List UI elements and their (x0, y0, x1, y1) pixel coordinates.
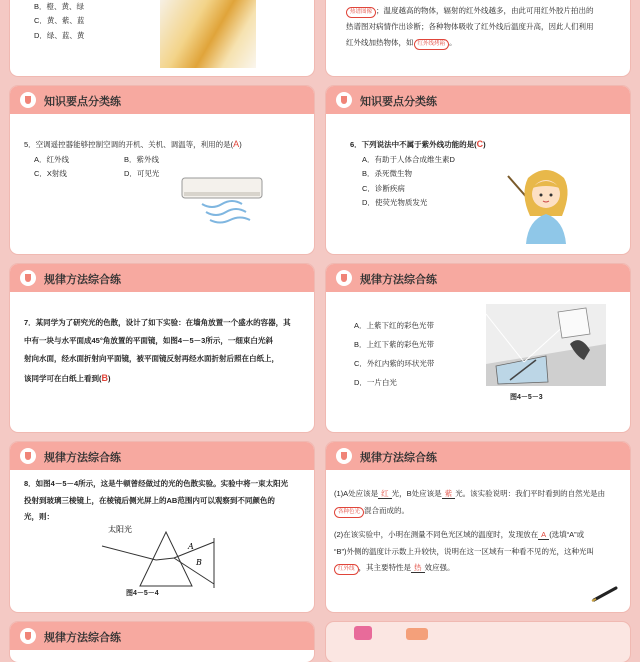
label-b: B (196, 558, 202, 567)
option-c: C．外红内紫的环状光带 (354, 359, 435, 369)
option-c: C．诊断疾病 (362, 183, 405, 193)
option-c: C．X射线 (34, 169, 67, 179)
card-q8-answers (326, 442, 630, 612)
pen-icon (590, 584, 620, 604)
figure-caption: 图4－5－3 (510, 394, 543, 401)
light-photo (160, 0, 256, 68)
question-line: 光，则： (24, 512, 54, 521)
question-line: 投射到玻璃三棱镜上，在棱镜后侧光屏上的AB范围内可以观察到不同颜色的 (24, 495, 275, 505)
section-title: 知识要点分类练 (360, 96, 437, 108)
option-b: B．杀死微生物 (362, 169, 413, 179)
option-b: B．紫外线 (124, 155, 160, 165)
answer-tag-oven: 红外线烤箱 (414, 39, 450, 50)
question-line: 8．如图4－5－4所示，这是牛顿曾经做过的光的色散实验。实验中将一束太阳光 (24, 479, 289, 488)
air-conditioner-illustration (180, 174, 270, 226)
option-c: C．黄、紫、蓝 (34, 16, 85, 26)
option-d: D．使荧光物质发光 (362, 197, 428, 207)
card-top-right (326, 0, 630, 76)
answer-tag: 各种色光 (334, 507, 364, 518)
figure-caption: 图4－5－4 (126, 590, 159, 597)
option-a: A．红外线 (34, 155, 70, 165)
card-q6 (326, 86, 630, 254)
teacher-illustration (502, 158, 582, 244)
answer-q5: A (233, 139, 240, 149)
section-title: 规律方法综合练 (360, 274, 437, 286)
answer-q7: B (101, 373, 108, 383)
card-q7-options (326, 264, 630, 432)
text-line: 热谱图对病情作出诊断；各种物体吸收了红外线后温度升高，因此人们利用 (346, 21, 594, 31)
question-q5: 5．空调遥控器能够控制空调的开机、关机、调温等，利用的是(A) (24, 139, 242, 149)
answer-part-1: (1)A处应该是 红 光，B处应该是 紫 光。该实验说明：我们平时看到的自然光是由 各种色光 混合而成的。 (334, 486, 618, 519)
option-a: A．有助于人体合成维生素D (362, 155, 455, 165)
option-b: B．上红下紫的彩色光带 (354, 340, 435, 350)
option-d: D．绿、蓝、黄 (34, 30, 85, 40)
section-header (10, 622, 314, 650)
decorative-illustration (406, 628, 428, 640)
text-line: 红外线加热物体，如 (346, 37, 414, 47)
answer-part-2: (2)在该实验中，小明在测量不同色光区域的温度时，发现放在 A (选填“A”或 “B”)外侧的温度计示数上升较快，说明在这一区域有一种看不见的光，这种光叫 红外线 ，其主要特性是 热 效应强。 (334, 527, 618, 577)
section-header (10, 264, 314, 292)
option-d: D．一片白光 (354, 378, 397, 388)
card-q8 (10, 442, 314, 612)
question-line: 该同学可在白纸上看到(B) (24, 373, 111, 383)
flask-icon (336, 270, 352, 286)
section-title: 规律方法综合练 (44, 452, 121, 464)
card-top-left (10, 0, 314, 76)
decorative-illustration (354, 626, 372, 640)
section-title: 规律方法综合练 (360, 452, 437, 464)
section-title: 规律方法综合练 (44, 274, 121, 286)
text-line: 。 (449, 37, 457, 47)
answer-q6: C (476, 139, 484, 149)
section-header (326, 264, 630, 292)
section-title: 规律方法综合练 (44, 632, 121, 644)
flask-icon (336, 448, 352, 464)
question-q6: 6．下列说法中不属于紫外线功能的是(C) (350, 139, 486, 149)
question-line: 7．某同学为了研究光的色散，设计了如下实验：在墙角放置一个盛水的容器，其 (24, 318, 291, 327)
text-line: ；温度越高的物体，辐射的红外线越多，由此可用红外胶片拍出的 (376, 6, 594, 15)
section-header (10, 86, 314, 114)
flask-icon (20, 448, 36, 464)
card-q7 (10, 264, 314, 432)
card-q5 (10, 86, 314, 254)
section-header (10, 442, 314, 470)
section-header (326, 86, 630, 114)
answer-tag: 红外线 (334, 564, 359, 575)
option-a: A．上紫下红的彩色光带 (354, 321, 435, 330)
card-bottom-right (326, 622, 630, 662)
section-header (326, 442, 630, 470)
flask-icon (336, 92, 352, 108)
option-d: D．可见光 (124, 169, 160, 179)
answer-tag-thermal-image: 热谱图像 (346, 7, 376, 18)
question-line: 中有一块与水平面成45°角放置的平面镜，如图4－5－3所示，一细束白光斜 (24, 336, 273, 345)
label-a: A (188, 542, 194, 551)
flask-icon (20, 628, 36, 644)
figure-4-5-3-diagram (486, 304, 606, 386)
label-sunlight: 太阳光 (108, 525, 132, 534)
flask-icon (20, 270, 36, 286)
card-bottom-left (10, 622, 314, 662)
question-line: 射向水面，经水面折射向平面镜，被平面镜反射再经水面折射后照在白纸上， (24, 354, 279, 363)
flask-icon (20, 92, 36, 108)
option-b: B．橙、黄、绿 (34, 2, 85, 11)
section-title: 知识要点分类练 (44, 96, 121, 108)
